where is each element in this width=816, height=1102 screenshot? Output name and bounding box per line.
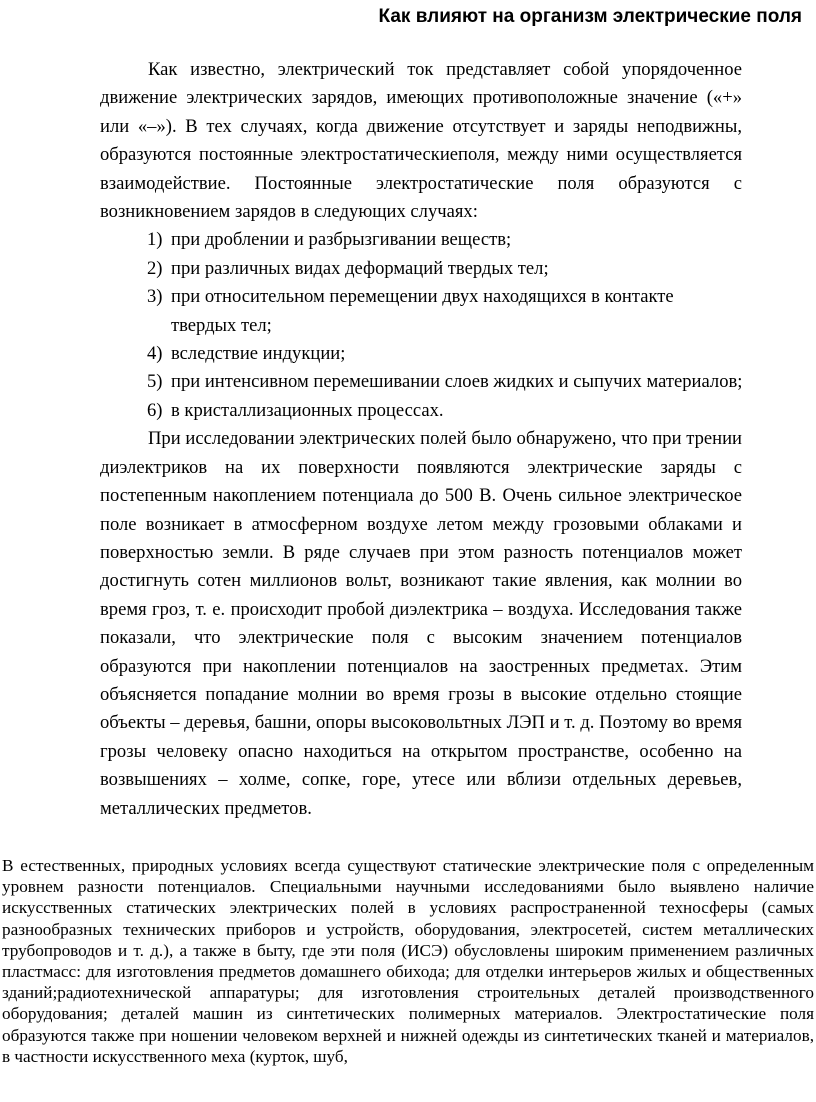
list-item-number: 2) bbox=[147, 257, 163, 279]
list-item bbox=[100, 255, 742, 283]
research-paragraph: При исследовании электрических полей было обнаружено, что при трении диэлектриков на их поверхности появляются электрические заряды с постепенным накоплением потенциала до 500 В. Очень сильное электрическое поле возникает в атмосферном воздухе летом между грозовыми облаками и поверхностью земли. В ряде случаев при этом разность потенциалов может достигнуть сотен миллионов вольт, возникают такие явления, как молнии во время гроз, т. е. происходит пробой диэлектрика – воздуха. Исследования также показали, что электрические поля с высоким значением потенциалов образуются при накоплении потенциалов на заостренных предметах. Этим объясняется попадание молнии во время грозы в высокие отдельно стоящие объекты – деревья, башни, опоры высоковольтных ЛЭП и т. д. Поэтому во время грозы человеку опасно находиться на открытом пространстве, особенно на возвышениях – холме, сопке, горе, утесе или вблизи отдельных деревьев, металлических предметов. bbox=[100, 428, 742, 819]
intro-paragraph: Как известно, электрический ток представляет собой упорядоченное движение электрических зарядов, имеющих противоположные значение («+» или «–»). В тех случаях, когда движение отсутствует и заряды неподвижны, образуются постоянные электростатическиеполя, между ними осуществляется взаимодействие. Постоянные электростатические поля образуются с возникновением зарядов в следующих случаях: bbox=[100, 59, 742, 223]
list-item-text: при различных видах деформаций твердых тел; bbox=[171, 257, 549, 279]
list-item-number: 3) bbox=[147, 286, 163, 308]
conditions-list bbox=[100, 226, 742, 425]
main-text-block bbox=[100, 56, 742, 823]
list-item bbox=[100, 226, 742, 254]
list-item-text: в кристаллизационных процессах. bbox=[171, 399, 444, 421]
list-item-number: 1) bbox=[147, 229, 163, 251]
list-item-number: 5) bbox=[147, 371, 163, 393]
footer-text-block bbox=[2, 855, 814, 1067]
list-item bbox=[100, 397, 742, 425]
list-item-text: при относительном перемещении двух находящихся в контакте твердых тел; bbox=[171, 286, 674, 336]
list-item-number: 6) bbox=[147, 399, 163, 421]
list-item bbox=[100, 340, 742, 368]
list-item bbox=[100, 283, 742, 340]
footer-paragraph: В естественных, природных условиях всегда существуют статические электрические поля с определенным уровнем разности потенциалов. Специальными научными исследованиями было выявлено наличие искусственных статических электрических полей в условиях распространенной техносферы (самых разнообразных технических приборов и устройств, оборудования, электросетей, систем металлических трубопроводов и т. д.), а также в быту, где эти поля (ИСЭ) обусловлены широким применением различных пластмасс: для изготовления предметов домашнего обихода; для отделки интерьеров жилых и общественных зданий;радиотехнической аппаратуры; для изготовления строительных деталей производственного оборудования; деталей машин из синтетических полимерных материалов. Электростатические поля образуются также при ношении человеком верхней и нижней одежды из синтетических тканей и материалов, в частности искусственного меха (курток, шуб, bbox=[2, 856, 814, 1066]
list-item-text: при интенсивном перемешивании слоев жидких и сыпучих материалов; bbox=[171, 371, 743, 393]
list-item-text: при дроблении и разбрызгивании веществ; bbox=[171, 229, 512, 251]
page-title: Как влияют на организм электрические поля bbox=[378, 6, 802, 27]
list-item-number: 4) bbox=[147, 343, 163, 365]
list-item-text: вследствие индукции; bbox=[171, 343, 346, 365]
list-item bbox=[100, 368, 742, 396]
